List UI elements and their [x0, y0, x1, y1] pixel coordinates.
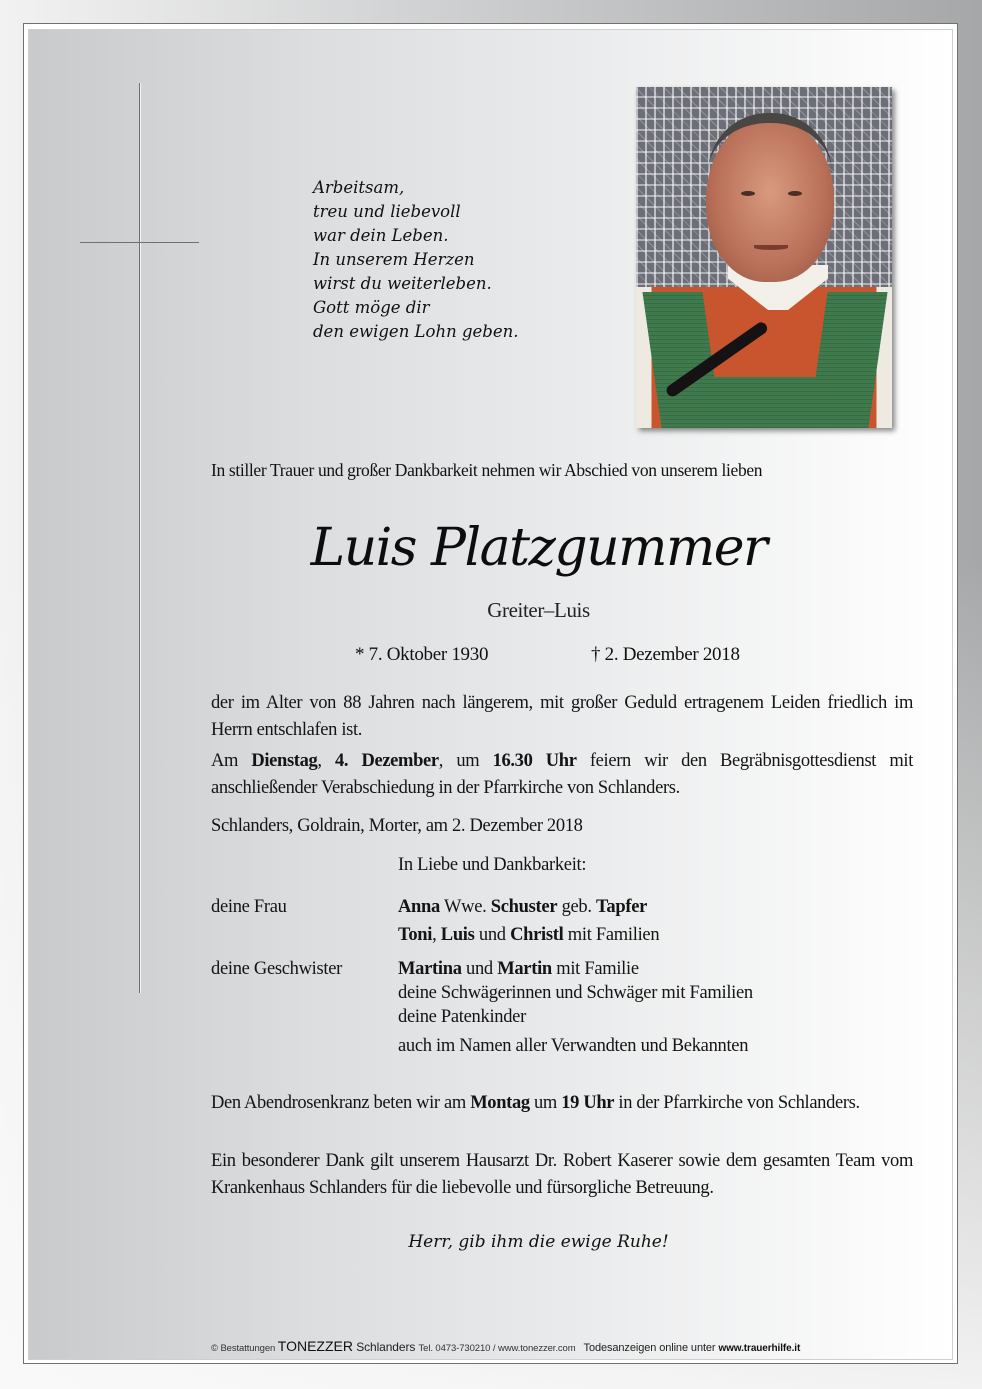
obituary-panel — [28, 29, 953, 1360]
poem-line: In unserem Herzen — [313, 250, 475, 269]
funeral-date: 4. Dezember — [334, 751, 439, 771]
cross-icon-horizontal — [80, 242, 199, 243]
poem-line: den ewigen Lohn geben. — [313, 322, 519, 341]
footer-brand: TONEZZER — [277, 1338, 353, 1354]
footer-location: Schlanders — [352, 1340, 419, 1354]
deceased-nickname: Greiter–Luis — [487, 598, 590, 622]
footer-online-label: Todesanzeigen online unter — [583, 1342, 719, 1354]
signoff: In Liebe und Dankbarkeit: — [398, 855, 587, 875]
family-line — [398, 897, 647, 918]
rosary-time: 19 Uhr — [561, 1093, 615, 1113]
poem-line: Gott möge dir — [313, 298, 430, 317]
rosary-day: Montag — [470, 1093, 530, 1113]
text-run: geb. — [557, 897, 597, 917]
funeral-time: 16.30 Uhr — [492, 751, 577, 771]
obituary-card — [23, 23, 958, 1364]
funeral-paragraph — [211, 748, 913, 802]
photo-eye — [788, 191, 802, 196]
relation-label: deine Geschwister — [211, 959, 343, 979]
portrait-photo — [636, 87, 892, 428]
footer-contact[interactable]: Tel. 0473-730210 / www.tonezzer.com — [418, 1343, 576, 1354]
text-run: mit Familie — [551, 959, 639, 979]
family-line: deine Schwägerinnen und Schwäger mit Familien — [398, 983, 753, 1003]
text-run: Den Abendrosenkranz beten wir am — [211, 1093, 471, 1113]
photo-hair — [708, 113, 832, 173]
closing-prayer: Herr, gib ihm die ewige Ruhe! — [408, 1232, 669, 1252]
death-notice-paragraph: der im Alter von 88 Jahren nach längerem, mit großer Geduld ertragenem Leiden friedlich im Herrn entschlafen ist. — [211, 693, 913, 740]
family-name: Luis — [440, 925, 475, 945]
poem — [313, 176, 518, 344]
poem-line: wirst du weiterleben. — [313, 274, 492, 293]
family-name: Martin — [497, 959, 552, 979]
death-date: † 2. Dezember 2018 — [591, 644, 740, 665]
family-name: Toni — [398, 925, 433, 945]
family-line: deine Patenkinder — [398, 1007, 526, 1027]
photo-vest-bib — [676, 377, 856, 428]
deceased-name: Luis Platzgummer — [310, 518, 767, 578]
funeral-day: Dienstag — [251, 751, 318, 771]
footer-copyright: © Bestattungen — [211, 1343, 278, 1354]
poem-line: Arbeitsam, — [313, 178, 405, 197]
photo-eye — [741, 191, 755, 196]
intro-text: In stiller Trauer und großer Dankbarkeit nehmen wir Abschied von unserem lieben — [211, 460, 763, 480]
birth-date: * 7. Oktober 1930 — [355, 644, 489, 665]
text-run: in der Pfarrkirche von Schlanders. — [614, 1093, 860, 1113]
poem-line: war dein Leben. — [313, 226, 449, 245]
family-name: Anna — [398, 897, 440, 917]
place-date-line: Schlanders, Goldrain, Morter, am 2. Dezember 2018 — [211, 816, 583, 836]
family-name: Tapfer — [596, 897, 648, 917]
photo-mouth — [754, 245, 788, 250]
text-run: , — [432, 925, 441, 945]
family-line — [398, 959, 639, 980]
text-run: und — [474, 925, 511, 945]
poem-line: treu und liebevoll — [313, 202, 461, 221]
text-run: feiern wir den Begräbnisgottesdienst mit anschließender Verabschiedung in der Pfarrkirche von Schlanders. — [211, 751, 914, 798]
family-name: Schuster — [490, 897, 558, 917]
family-line — [398, 925, 659, 946]
text-run: um — [529, 1093, 562, 1113]
family-line: auch im Namen aller Verwandten und Bekannten — [398, 1036, 749, 1056]
footer — [211, 1338, 800, 1354]
family-name: Christl — [510, 925, 564, 945]
footer-online-link[interactable]: www.trauerhilfe.it — [718, 1343, 801, 1354]
text-run: und — [461, 959, 498, 979]
text-run: , um — [438, 751, 493, 771]
thanks-paragraph: Ein besonderer Dank gilt unserem Hausarzt Dr. Robert Kaserer sowie dem gesamten Team vom Krankenhaus Schlanders für die liebevolle und fürsorgliche Betreuung. — [211, 1151, 913, 1198]
text-run: Wwe. — [440, 897, 491, 917]
family-name: Martina — [398, 959, 462, 979]
text-run: Am — [211, 751, 252, 771]
text-run: , — [317, 751, 335, 771]
text-run: mit Familien — [563, 925, 660, 945]
rosary-paragraph — [211, 1090, 913, 1117]
relation-label: deine Frau — [211, 897, 287, 917]
